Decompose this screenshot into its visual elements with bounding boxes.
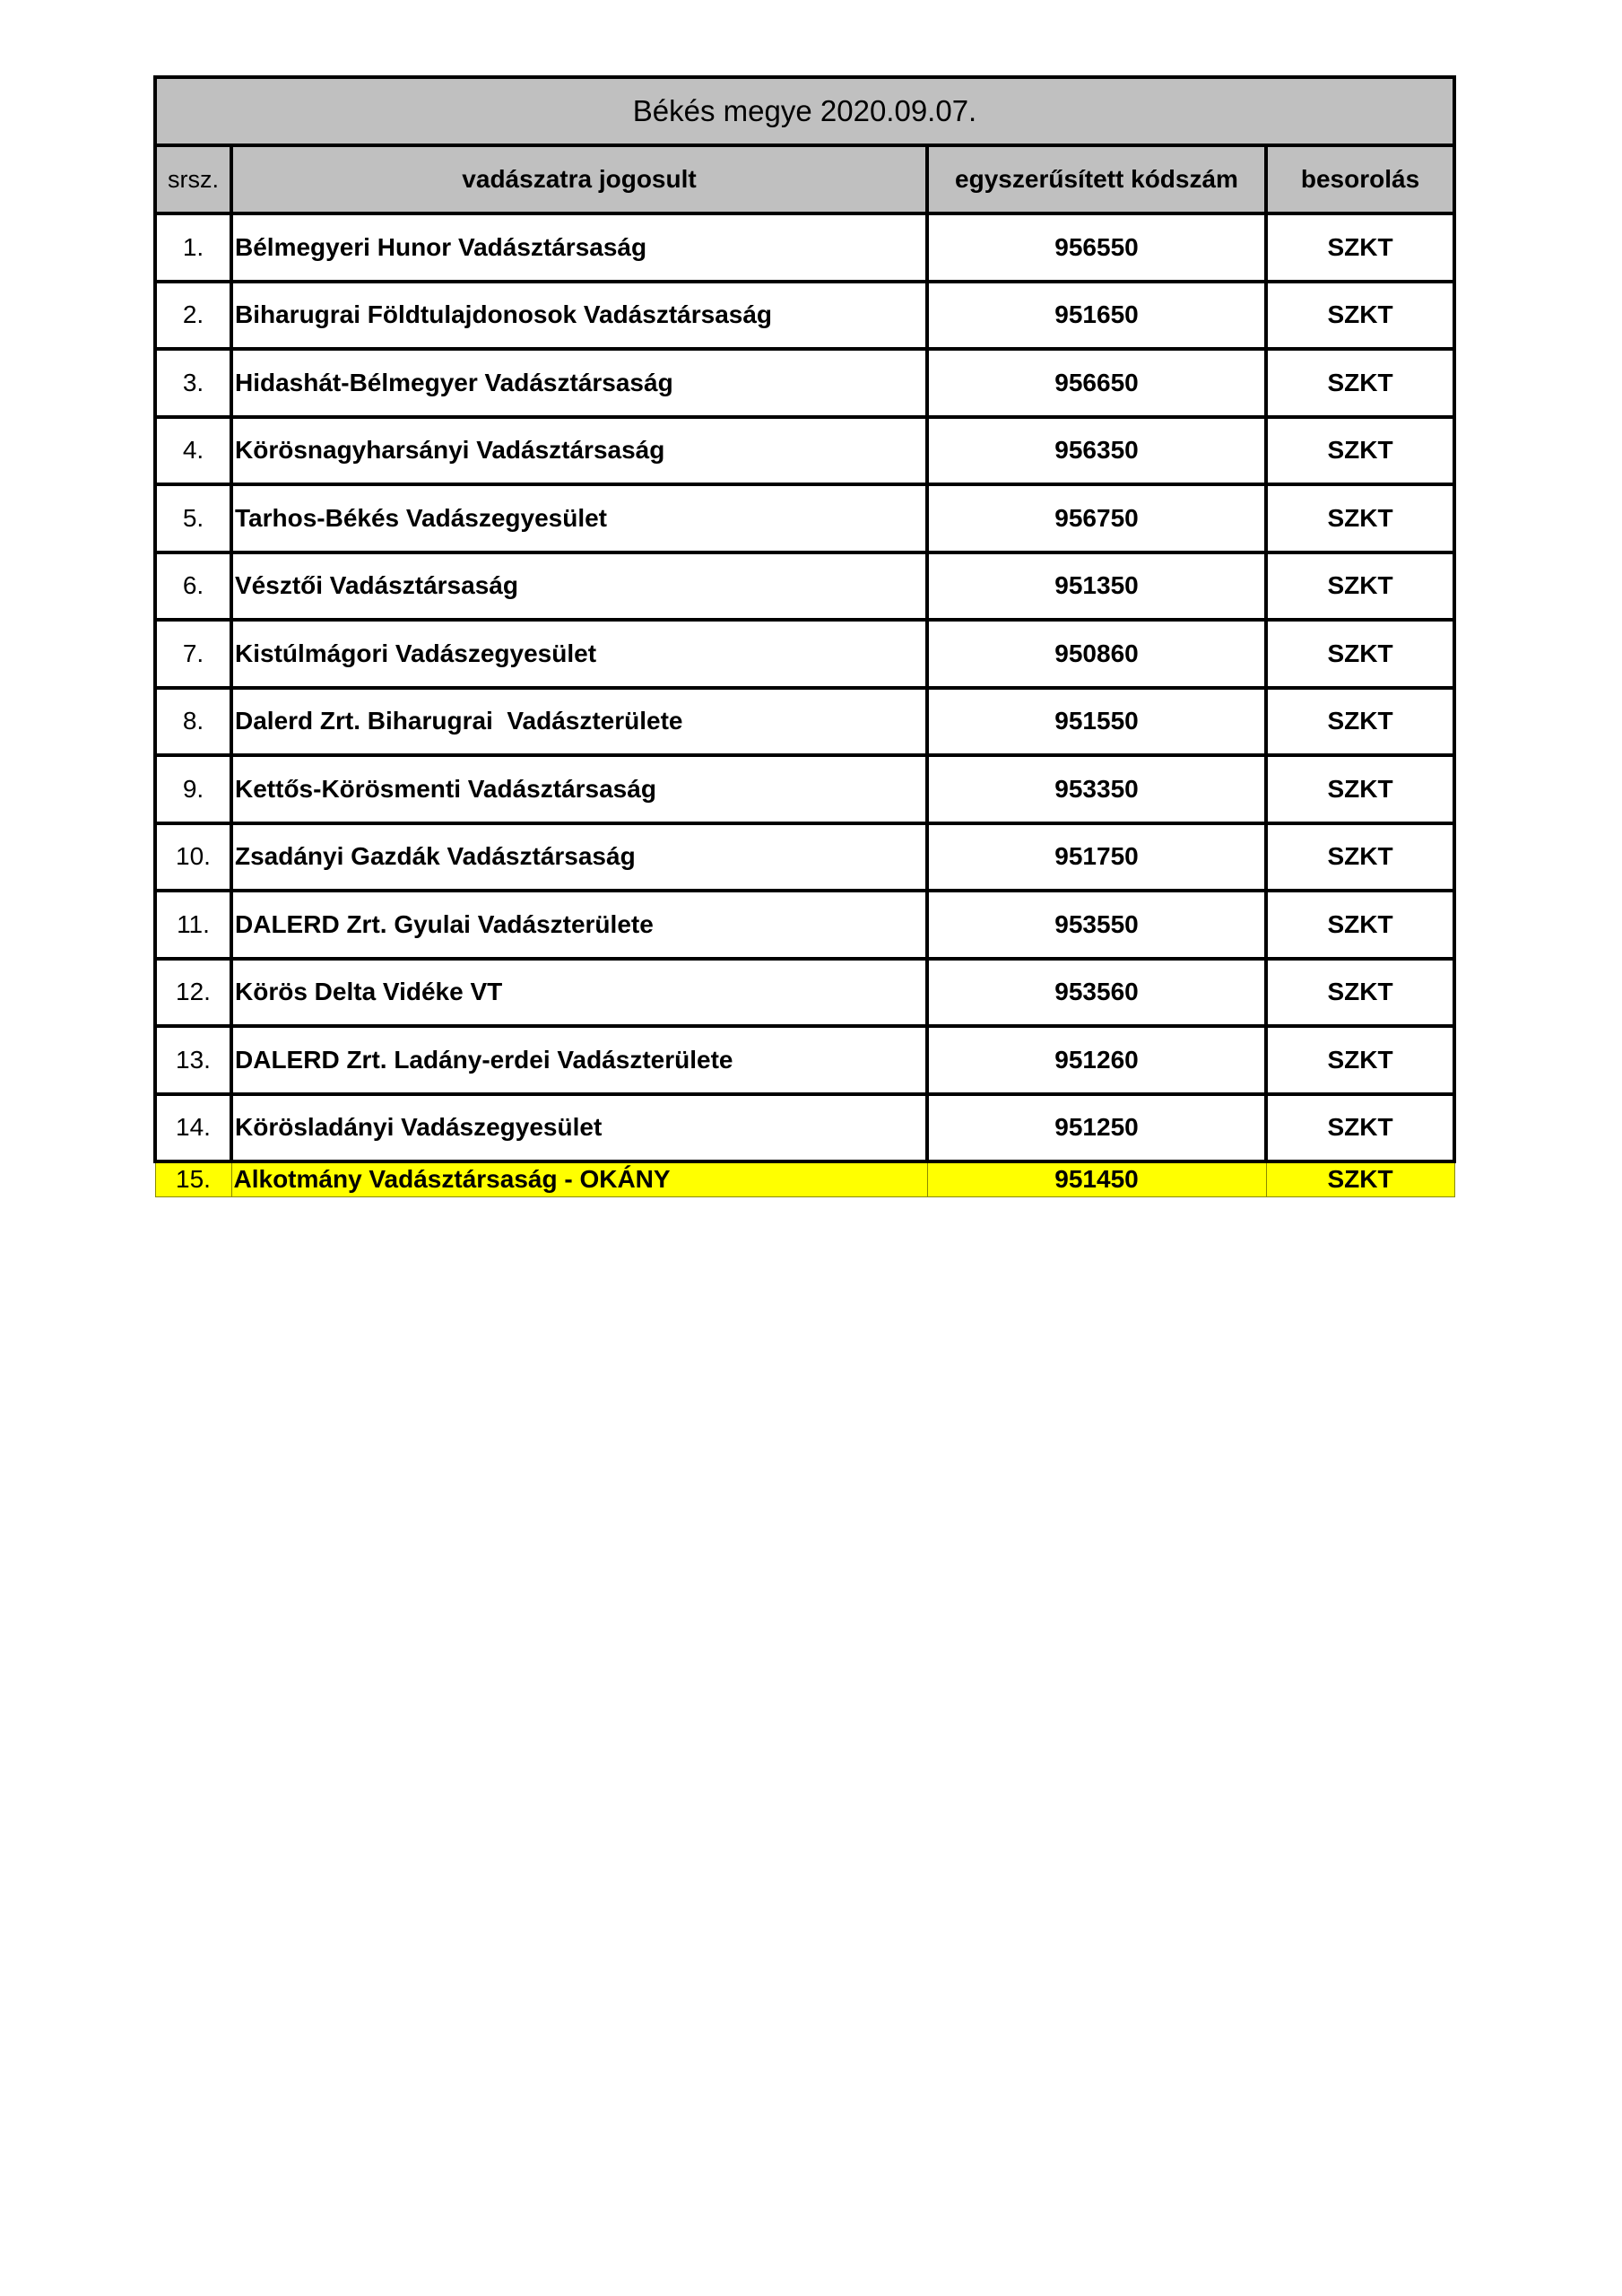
code-number: 951260 xyxy=(927,1026,1266,1094)
table-row xyxy=(155,552,1454,621)
table-row xyxy=(155,823,1454,891)
table-row xyxy=(155,349,1454,417)
row-number: 1. xyxy=(155,213,231,282)
table-body xyxy=(155,213,1454,1196)
row-number: 7. xyxy=(155,620,231,688)
row-number: 14. xyxy=(155,1094,231,1162)
hunting-rights-table xyxy=(153,75,1456,1197)
code-number: 950860 xyxy=(927,620,1266,688)
code-number: 951250 xyxy=(927,1094,1266,1162)
row-number: 11. xyxy=(155,891,231,959)
classification: SZKT xyxy=(1266,823,1454,891)
table-row xyxy=(155,484,1454,552)
table-row xyxy=(155,417,1454,485)
table-row xyxy=(155,1094,1454,1162)
classification: SZKT xyxy=(1266,1094,1454,1162)
classification: SZKT xyxy=(1266,213,1454,282)
entity-name: Zsadányi Gazdák Vadásztársaság xyxy=(231,823,927,891)
row-number: 2. xyxy=(155,282,231,350)
entity-name: DALERD Zrt. Gyulai Vadászterülete xyxy=(231,891,927,959)
classification: SZKT xyxy=(1266,349,1454,417)
row-number: 6. xyxy=(155,552,231,621)
classification: SZKT xyxy=(1266,484,1454,552)
table-row xyxy=(155,688,1454,756)
table-row xyxy=(155,213,1454,282)
row-number: 15. xyxy=(155,1161,231,1196)
column-header-code: egyszerűsített kódszám xyxy=(927,145,1266,213)
row-number: 13. xyxy=(155,1026,231,1094)
row-number: 5. xyxy=(155,484,231,552)
code-number: 953550 xyxy=(927,891,1266,959)
entity-name: Kettős-Körösmenti Vadásztársaság xyxy=(231,755,927,823)
document-title: Békés megye 2020.09.07. xyxy=(155,77,1454,145)
table-row xyxy=(155,282,1454,350)
row-number: 8. xyxy=(155,688,231,756)
classification: SZKT xyxy=(1266,417,1454,485)
entity-name: DALERD Zrt. Ladány-erdei Vadászterülete xyxy=(231,1026,927,1094)
column-header-name: vadászatra jogosult xyxy=(231,145,927,213)
classification: SZKT xyxy=(1266,552,1454,621)
code-number: 956650 xyxy=(927,349,1266,417)
entity-name: Kistúlmágori Vadászegyesület xyxy=(231,620,927,688)
classification: SZKT xyxy=(1266,282,1454,350)
code-number: 956350 xyxy=(927,417,1266,485)
table-row xyxy=(155,1026,1454,1094)
row-number: 12. xyxy=(155,959,231,1027)
column-header-class: besorolás xyxy=(1266,145,1454,213)
entity-name: Bélmegyeri Hunor Vadásztársaság xyxy=(231,213,927,282)
code-number: 951450 xyxy=(927,1161,1266,1196)
entity-name: Körösladányi Vadászegyesület xyxy=(231,1094,927,1162)
entity-name: Vésztői Vadásztársaság xyxy=(231,552,927,621)
code-number: 953560 xyxy=(927,959,1266,1027)
classification: SZKT xyxy=(1266,891,1454,959)
classification: SZKT xyxy=(1266,959,1454,1027)
row-number: 9. xyxy=(155,755,231,823)
table-row xyxy=(155,891,1454,959)
row-number: 4. xyxy=(155,417,231,485)
classification: SZKT xyxy=(1266,688,1454,756)
entity-name: Biharugrai Földtulajdonosok Vadásztársaság xyxy=(231,282,927,350)
row-number: 10. xyxy=(155,823,231,891)
table-row-highlighted xyxy=(155,1161,1454,1196)
table-row xyxy=(155,959,1454,1027)
row-number: 3. xyxy=(155,349,231,417)
code-number: 956550 xyxy=(927,213,1266,282)
entity-name: Alkotmány Vadásztársaság - OKÁNY xyxy=(231,1161,927,1196)
entity-name: Hidashát-Bélmegyer Vadásztársaság xyxy=(231,349,927,417)
entity-name: Körös Delta Vidéke VT xyxy=(231,959,927,1027)
classification: SZKT xyxy=(1266,1026,1454,1094)
title-row xyxy=(155,77,1454,145)
table-row xyxy=(155,620,1454,688)
entity-name: Dalerd Zrt. Biharugrai Vadászterülete xyxy=(231,688,927,756)
column-header-srsz: srsz. xyxy=(155,145,231,213)
code-number: 953350 xyxy=(927,755,1266,823)
code-number: 951550 xyxy=(927,688,1266,756)
classification: SZKT xyxy=(1266,1161,1454,1196)
column-header-row xyxy=(155,145,1454,213)
entity-name: Körösnagyharsányi Vadásztársaság xyxy=(231,417,927,485)
code-number: 951650 xyxy=(927,282,1266,350)
table-row xyxy=(155,755,1454,823)
code-number: 956750 xyxy=(927,484,1266,552)
classification: SZKT xyxy=(1266,755,1454,823)
classification: SZKT xyxy=(1266,620,1454,688)
entity-name: Tarhos-Békés Vadászegyesület xyxy=(231,484,927,552)
code-number: 951350 xyxy=(927,552,1266,621)
code-number: 951750 xyxy=(927,823,1266,891)
